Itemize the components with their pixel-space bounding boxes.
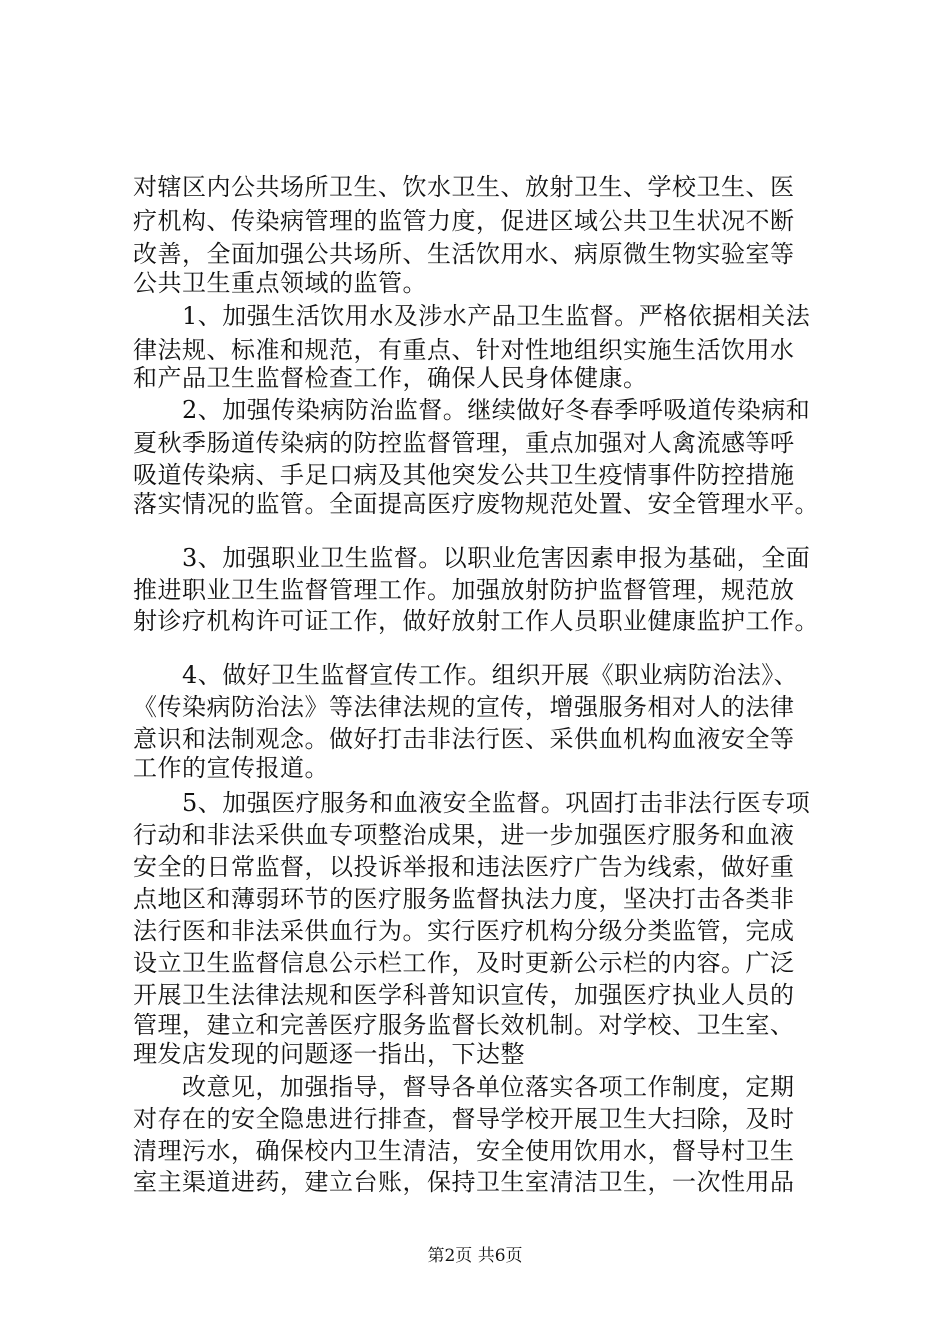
text-line: 对存在的安全隐患进行排查，督导学校开展卫生大扫除，及时 — [133, 1105, 795, 1133]
text-line: 对辖区内公共场所卫生、饮水卫生、放射卫生、学校卫生、医 — [133, 173, 795, 201]
text-line: 清理污水，确保校内卫生清洁，安全使用饮用水，督导村卫生 — [133, 1137, 795, 1165]
text-line: 4、做好卫生监督宣传工作。组织开展《职业病防治法》、 — [133, 661, 799, 689]
text-line: 设立卫生监督信息公示栏工作，及时更新公示栏的内容。广泛 — [133, 949, 795, 977]
text-line: 夏秋季肠道传染病的防控监督管理，重点加强对人禽流感等呼 — [133, 429, 795, 457]
text-line: 意识和法制观念。做好打击非法行医、采供血机构血液安全等 — [133, 725, 795, 753]
text-line: 3、加强职业卫生监督。以职业危害因素申报为基础，全面 — [133, 544, 811, 572]
text-line: 管理，建立和完善医疗服务监督长效机制。对学校、卫生室、 — [133, 1011, 795, 1039]
text-line: 落实情况的监管。全面提高医疗废物规范处置、安全管理水平。 — [133, 490, 819, 518]
text-line: 行动和非法采供血专项整治成果，进一步加强医疗服务和血液 — [133, 821, 795, 849]
page-number-footer: 第2页 共6页 — [427, 1246, 523, 1266]
text-line: 5、加强医疗服务和血液安全监督。巩固打击非法行医专项 — [133, 789, 811, 817]
text-line: 公共卫生重点领域的监管。 — [133, 269, 427, 297]
text-line: 疗机构、传染病管理的监管力度，促进区域公共卫生状况不断 — [133, 207, 795, 235]
text-line: 律法规、标准和规范，有重点、针对性地组织实施生活饮用水 — [133, 336, 795, 364]
text-line: 改善，全面加强公共场所、生活饮用水、病原微生物实验室等 — [133, 240, 795, 268]
text-line: 推进职业卫生监督管理工作。加强放射防护监督管理，规范放 — [133, 576, 795, 604]
text-line: 2、加强传染病防治监督。继续做好冬春季呼吸道传染病和 — [133, 396, 811, 424]
text-line: 射诊疗机构许可证工作，做好放射工作人员职业健康监护工作。 — [133, 607, 819, 635]
text-line: 法行医和非法采供血行为。实行医疗机构分级分类监管，完成 — [133, 917, 795, 945]
text-line: 《传染病防治法》等法律法规的宣传，增强服务相对人的法律 — [133, 693, 795, 721]
text-line: 吸道传染病、手足口病及其他突发公共卫生疫情事件防控措施 — [133, 461, 795, 489]
text-line: 工作的宣传报道。 — [133, 754, 329, 782]
text-line: 安全的日常监督，以投诉举报和违法医疗广告为线索，做好重 — [133, 853, 795, 881]
text-line: 改意见，加强指导，督导各单位落实各项工作制度，定期 — [133, 1073, 795, 1101]
text-line: 开展卫生法律法规和医学科普知识宣传，加强医疗执业人员的 — [133, 981, 795, 1009]
text-line: 理发店发现的问题逐一指出，下达整 — [133, 1040, 525, 1068]
text-line: 室主渠道进药，建立台账，保持卫生室清洁卫生，一次性用品 — [133, 1168, 795, 1196]
text-line: 和产品卫生监督检查工作，确保人民身体健康。 — [133, 364, 648, 392]
text-line: 点地区和薄弱环节的医疗服务监督执法力度，坚决打击各类非 — [133, 885, 795, 913]
text-line: 1、加强生活饮用水及涉水产品卫生监督。严格依据相关法 — [133, 302, 811, 330]
